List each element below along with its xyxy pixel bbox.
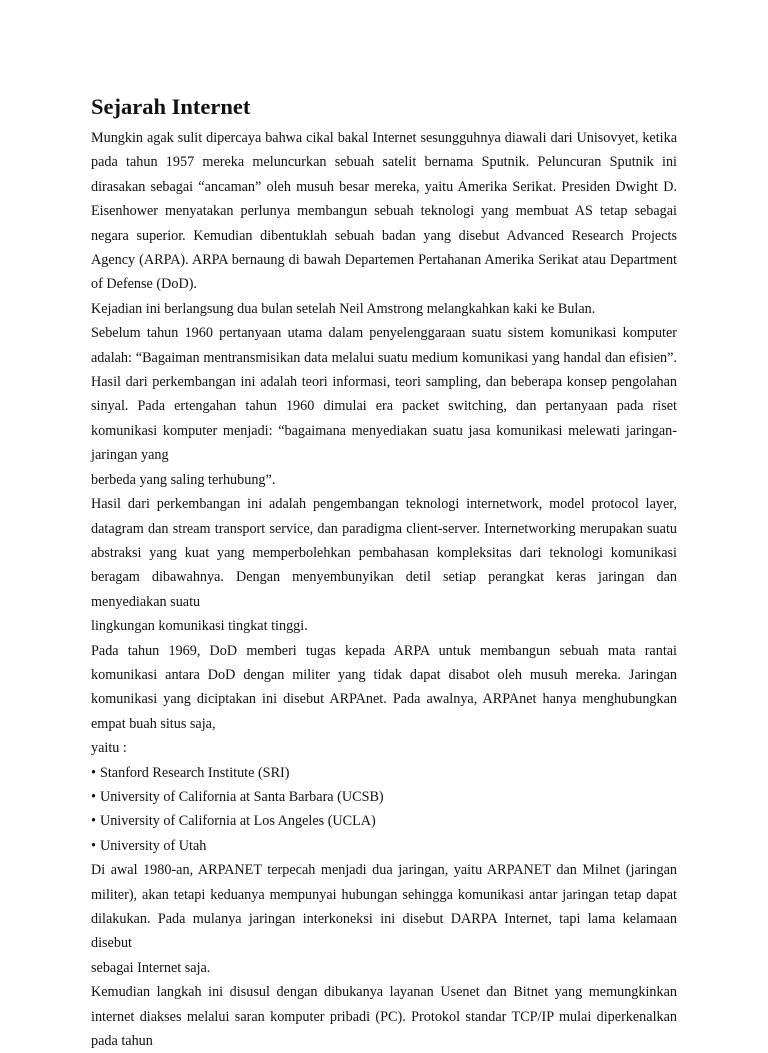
paragraph-packet-switching-last-line: berbeda yang saling terhubung”. (91, 471, 276, 488)
list-item (91, 761, 677, 785)
list-item (91, 834, 677, 858)
site-name: University of California at Los Angeles (UCLA) (99, 813, 376, 830)
site-name: University of California at Santa Barbara (UCSB) (99, 788, 384, 805)
site-name: University of Utah (99, 837, 207, 854)
list-item (91, 809, 677, 833)
bullet-icon: • (91, 837, 96, 854)
paragraph-internetwork: Hasil dari perkembangan ini adalah pengembangan teknologi internetwork, model protocol layer, datagram dan stream transport service, dan paradigma client-server. Internetworking merupakan suatu abstraksi yang kuat yang memperbolehkan pembahasan kompleksitas dari teknologi komunikasi beragam dibawahnya. Dengan menyembunyikan detil setiap perangkat keras jaringan dan menyediakan suatu (91, 496, 677, 610)
paragraph-packet-switching: Sebelum tahun 1960 pertanyaan utama dalam penyelenggaraan suatu sistem komunikasi komputer adalah: “Bagaiman mentransmisikan data melalui suatu medium komunikasi yang handal dan efisien”. Hasil dari perkembangan ini adalah teori informasi, teori sampling, dan beberapa konsep pengolahan sinyal. Pada ertengahan tahun 1960 dimulai era packet switching, dan pertanyaan pada riset komunikasi komputer menjadi: “bagaimana menyediakan suatu jasa komunikasi melewati jaringan-jaringan yang (91, 325, 677, 464)
paragraph-milnet-last-line: sebagai Internet saja. (91, 959, 211, 976)
paragraph-sputnik: Mungkin agak sulit dipercaya bahwa cikal bakal Internet sesungguhnya diawali dari Unisovyet, ketika pada tahun 1957 mereka meluncurkan sebuah satelit bernama Sputnik. Peluncuran Sputnik ini dirasakan sebagai “ancaman” oleh musuh besar mereka, yaitu Amerika Serikat. Presiden Dwight D. Eisenhower menyatakan perlunya membangun sebuah teknologi yang membuat AS tetap sebagai negara superior. Kemudian dibentuklah sebuah badan yang disebut Advanced Research Projects Agency (ARPA). ARPA bernaung di bawah Departemen Pertahanan Amerika Serikat atau Department of Defense (DoD). (91, 130, 677, 293)
site-list (91, 761, 677, 859)
bullet-icon: • (91, 788, 96, 805)
paragraph-internetwork-last-line: lingkungan komunikasi tingkat tinggi. (91, 618, 308, 635)
paragraph-usenet-bitnet: Kemudian langkah ini disusul dengan dibukanya layanan Usenet dan Bitnet yang memungkinkan internet diakses melalui saran komputer pribadi (PC). Protokol standar TCP/IP mulai diperkenalkan pada tahun (91, 984, 677, 1050)
list-item (91, 785, 677, 809)
page-title: Sejarah Internet (91, 94, 251, 119)
paragraph-arpanet-last-line: yaitu : (91, 740, 127, 757)
site-name: Stanford Research Institute (SRI) (99, 764, 290, 781)
bullet-icon: • (91, 764, 96, 781)
paragraph-sputnik-last-line: Kejadian ini berlangsung dua bulan setelah Neil Amstrong melangkahkan kaki ke Bulan. (91, 300, 596, 317)
paragraph-arpanet: Pada tahun 1969, DoD memberi tugas kepada ARPA untuk membangun sebuah mata rantai komunikasi antara DoD dengan militer yang tidak dapat disabot oleh musuh mereka. Jaringan komunikasi yang diciptakan ini disebut ARPAnet. Pada awalnya, ARPAnet hanya menghubungkan empat buah situs saja, (91, 642, 677, 732)
document-body (91, 92, 677, 1053)
bullet-icon: • (91, 813, 96, 830)
paragraph-milnet: Di awal 1980-an, ARPANET terpecah menjadi dua jaringan, yaitu ARPANET dan Milnet (jaringan militer), akan tetapi keduanya mempunyai hubungan sehingga komunikasi antar jaringan tetap dapat dilakukan. Pada mulanya jaringan interkoneksi ini disebut DARPA Internet, tapi lama kelamaan disebut (91, 862, 677, 952)
